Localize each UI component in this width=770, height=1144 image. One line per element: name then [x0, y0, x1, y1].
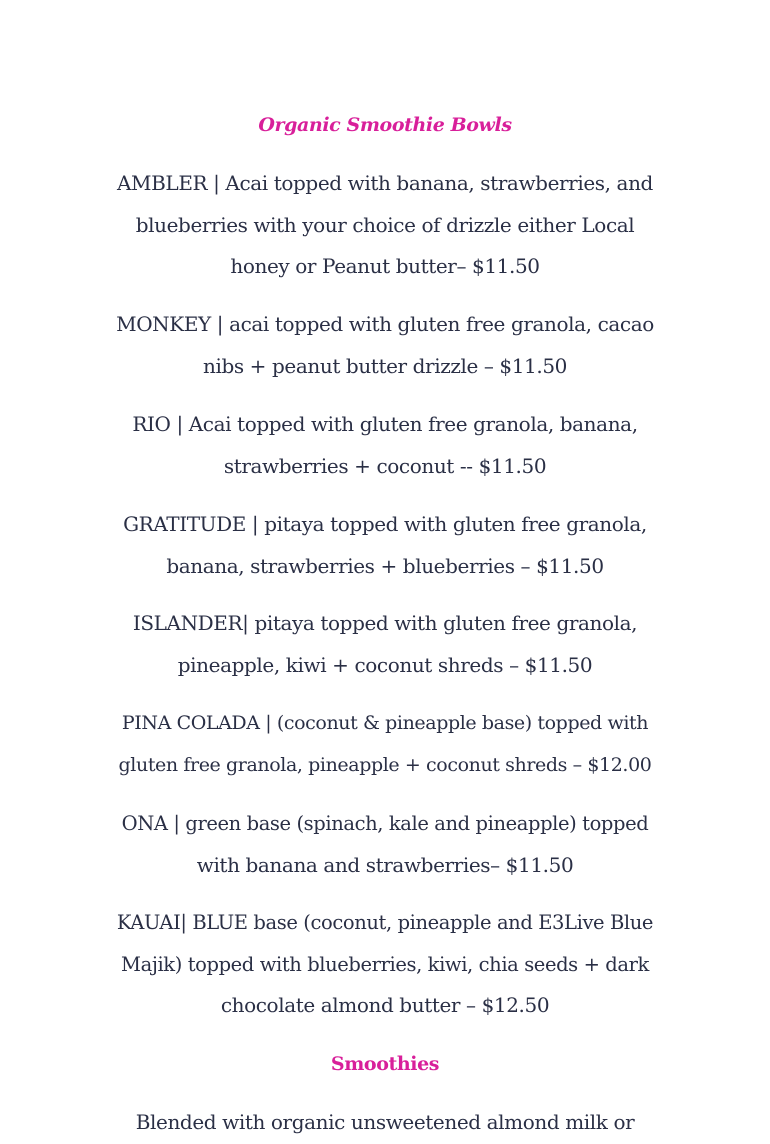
item-line: Blended with organic unsweetened almond milk or [135, 1110, 635, 1134]
item-line: chocolate almond butter – $12.50 [220, 993, 550, 1017]
item-line: pineapple, kiwi + coconut shreds – $11.50 [177, 652, 593, 677]
item-line: ONA | green base (spinach, kale and pineapple) topped [121, 812, 649, 835]
menu-item-kauai [115, 902, 655, 1027]
item-line: strawberries + coconut -- $11.50 [223, 453, 547, 478]
menu-item-ambler [115, 163, 655, 288]
section-heading-bowls: Organic Smoothie Bowls [258, 114, 512, 136]
section-heading-smoothies: Smoothies [330, 1053, 440, 1075]
item-line: with banana and strawberries– $11.50 [196, 852, 574, 877]
item-line: banana, strawberries + blueberries – $11.50 [166, 553, 604, 578]
menu-item-islander [115, 603, 655, 686]
item-line: MONKEY | acai topped with gluten free granola, cacao [116, 312, 654, 336]
item-line: gluten free granola, pineapple + coconut shreds – $12.00 [118, 753, 652, 776]
menu-item-gratitude [115, 504, 655, 587]
item-line: Majik) topped with blueberries, kiwi, chia seeds + dark [121, 952, 649, 976]
menu-item-monkey [115, 304, 655, 387]
smoothies-intro [115, 1102, 655, 1144]
item-line: AMBLER | Acai topped with banana, strawberries, and [117, 171, 653, 195]
item-line: PINA COLADA | (coconut & pineapple base) topped with [121, 712, 649, 734]
menu-item-ona [115, 803, 655, 886]
item-line: honey or Peanut butter– $11.50 [230, 254, 540, 278]
menu-item-rio [115, 404, 655, 487]
item-line: GRATITUDE | pitaya topped with gluten free granola, [123, 512, 647, 536]
item-line: RIO | Acai topped with gluten free granola, banana, [132, 412, 638, 436]
menu-item-pina-colada [115, 703, 655, 786]
item-line: ISLANDER| pitaya topped with gluten free granola, [132, 611, 638, 635]
item-line: blueberries with your choice of drizzle either Local [135, 212, 635, 237]
item-line: KAUAI| BLUE base (coconut, pineapple and E3Live Blue [116, 911, 654, 934]
item-line: nibs + peanut butter drizzle – $11.50 [202, 353, 567, 378]
